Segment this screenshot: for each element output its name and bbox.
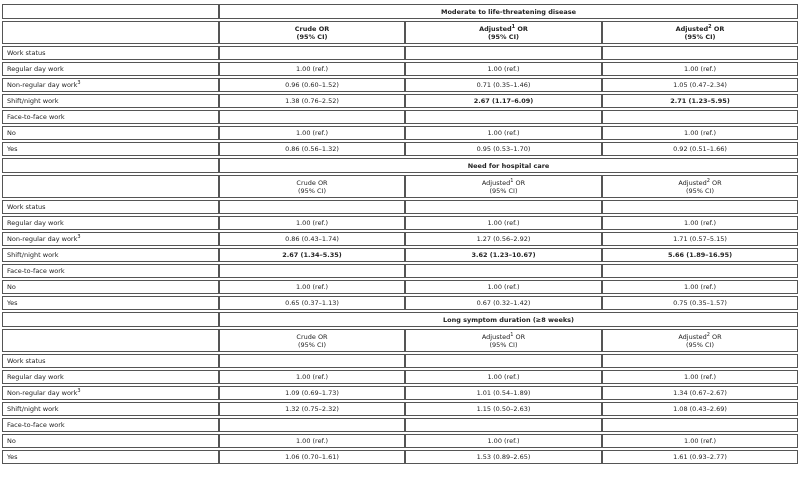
column-header-crude: Crude OR (95% CI) [219,329,405,352]
odds-ratio-table [2,2,798,466]
adjusted-2-or-cell: 0.92 (0.51–1.66) [602,142,798,156]
adjusted-1-or-cell: 1.01 (0.54–1.89) [405,386,602,400]
empty-cell [219,46,405,60]
adjusted-2-or-cell: 1.00 (ref.) [602,434,798,448]
crude-or-cell: 1.32 (0.75–2.32) [219,402,405,416]
crude-or-cell: 1.38 (0.76–2.52) [219,94,405,108]
empty-cell [602,110,798,124]
crude-or-cell: 1.00 (ref.) [219,434,405,448]
table-row [2,142,798,156]
adjusted-2-or-cell: 1.61 (0.93–2.77) [602,450,798,464]
adjusted-2-or-cell: 1.71 (0.57–5.15) [602,232,798,246]
column-header-crude: Crude OR (95% CI) [219,175,405,198]
table-row [2,386,798,400]
empty-cell [2,21,219,44]
category-row [2,418,798,432]
table-row [2,126,798,140]
category-row [2,264,798,278]
column-header-adjusted-2: Adjusted$^2$ OR (95% CI) [602,329,798,352]
table-row [2,402,798,416]
row-label: No [2,434,219,448]
adjusted-1-or-cell: 1.53 (0.89–2.65) [405,450,602,464]
row-label: Regular day work [2,62,219,76]
section-title: Moderate to life-threatening disease [219,4,798,19]
row-label: Non-regular day work$^3$ [2,232,219,246]
crude-or-cell: 1.09 (0.69–1.73) [219,386,405,400]
empty-cell [405,264,602,278]
table-row [2,370,798,384]
table-row [2,248,798,262]
empty-cell [2,312,219,327]
empty-cell [219,418,405,432]
row-label: Regular day work [2,216,219,230]
empty-cell [2,4,219,19]
adjusted-2-or-cell: 2.71 (1.23–5.95) [602,94,798,108]
column-header-adjusted-1: Adjusted$^1$ OR (95% CI) [405,21,602,44]
row-label: Yes [2,296,219,310]
adjusted-1-or-cell: 0.95 (0.53–1.70) [405,142,602,156]
column-header-row [2,175,798,198]
empty-cell [405,110,602,124]
table-row [2,232,798,246]
section-title-row [2,312,798,327]
crude-or-cell: 0.65 (0.37–1.13) [219,296,405,310]
table-row [2,296,798,310]
section-title-row [2,158,798,173]
adjusted-1-or-cell: 1.00 (ref.) [405,370,602,384]
table-row [2,450,798,464]
category-row [2,46,798,60]
table-row [2,62,798,76]
category-row [2,354,798,368]
row-label: Yes [2,450,219,464]
adjusted-1-or-cell: 0.67 (0.32–1.42) [405,296,602,310]
adjusted-2-or-cell: 0.75 (0.35–1.57) [602,296,798,310]
row-label: Regular day work [2,370,219,384]
crude-or-cell: 1.00 (ref.) [219,216,405,230]
column-header-row [2,21,798,44]
column-header-adjusted-1: Adjusted$^1$ OR (95% CI) [405,175,602,198]
adjusted-1-or-cell: 1.00 (ref.) [405,434,602,448]
row-label: Shift/night work [2,248,219,262]
adjusted-1-or-cell: 0.71 (0.35–1.46) [405,78,602,92]
adjusted-1-or-cell: 1.00 (ref.) [405,280,602,294]
adjusted-2-or-cell: 1.00 (ref.) [602,216,798,230]
category-label: Face-to-face work [2,418,219,432]
adjusted-1-or-cell: 1.27 (0.56–2.92) [405,232,602,246]
row-label: No [2,126,219,140]
crude-or-cell: 0.86 (0.43–1.74) [219,232,405,246]
table-row [2,434,798,448]
adjusted-2-or-cell: 1.34 (0.67–2.67) [602,386,798,400]
adjusted-1-or-cell: 3.62 (1.23–10.67) [405,248,602,262]
column-header-adjusted-2: Adjusted$^2$ OR (95% CI) [602,21,798,44]
empty-cell [602,264,798,278]
section-title: Long symptom duration (≥8 weeks) [219,312,798,327]
column-header-adjusted-2: Adjusted$^2$ OR (95% CI) [602,175,798,198]
crude-or-cell: 1.06 (0.70–1.61) [219,450,405,464]
empty-cell [219,110,405,124]
empty-cell [219,264,405,278]
crude-or-cell: 2.67 (1.34–5.35) [219,248,405,262]
table-row [2,78,798,92]
empty-cell [2,158,219,173]
empty-cell [405,46,602,60]
adjusted-2-or-cell: 1.00 (ref.) [602,126,798,140]
empty-cell [219,354,405,368]
table-row [2,280,798,294]
category-label: Face-to-face work [2,110,219,124]
empty-cell [405,200,602,214]
table-row [2,216,798,230]
section-title: Need for hospital care [219,158,798,173]
row-label: Non-regular day work$^3$ [2,386,219,400]
adjusted-2-or-cell: 1.00 (ref.) [602,280,798,294]
adjusted-2-or-cell: 1.00 (ref.) [602,62,798,76]
category-row [2,110,798,124]
row-label: Yes [2,142,219,156]
crude-or-cell: 1.00 (ref.) [219,370,405,384]
adjusted-1-or-cell: 1.00 (ref.) [405,62,602,76]
table-row [2,94,798,108]
row-label: Shift/night work [2,402,219,416]
adjusted-1-or-cell: 1.00 (ref.) [405,126,602,140]
empty-cell [602,200,798,214]
category-label: Work status [2,46,219,60]
empty-cell [2,175,219,198]
crude-or-cell: 1.00 (ref.) [219,126,405,140]
adjusted-1-or-cell: 1.15 (0.50–2.63) [405,402,602,416]
crude-or-cell: 0.96 (0.60–1.52) [219,78,405,92]
empty-cell [405,354,602,368]
adjusted-2-or-cell: 1.05 (0.47–2.34) [602,78,798,92]
adjusted-2-or-cell: 1.08 (0.43–2.69) [602,402,798,416]
crude-or-cell: 1.00 (ref.) [219,62,405,76]
category-label: Work status [2,354,219,368]
row-label: Non-regular day work$^3$ [2,78,219,92]
adjusted-2-or-cell: 5.66 (1.89–16.95) [602,248,798,262]
column-header-row [2,329,798,352]
empty-cell [2,329,219,352]
crude-or-cell: 0.86 (0.56–1.32) [219,142,405,156]
row-label: No [2,280,219,294]
adjusted-1-or-cell: 1.00 (ref.) [405,216,602,230]
empty-cell [405,418,602,432]
empty-cell [602,46,798,60]
adjusted-2-or-cell: 1.00 (ref.) [602,370,798,384]
category-label: Work status [2,200,219,214]
column-header-crude: Crude OR (95% CI) [219,21,405,44]
empty-cell [602,418,798,432]
column-header-adjusted-1: Adjusted$^1$ OR (95% CI) [405,329,602,352]
adjusted-1-or-cell: 2.67 (1.17–6.09) [405,94,602,108]
empty-cell [602,354,798,368]
crude-or-cell: 1.00 (ref.) [219,280,405,294]
category-row [2,200,798,214]
empty-cell [219,200,405,214]
row-label: Shift/night work [2,94,219,108]
category-label: Face-to-face work [2,264,219,278]
section-title-row [2,4,798,19]
